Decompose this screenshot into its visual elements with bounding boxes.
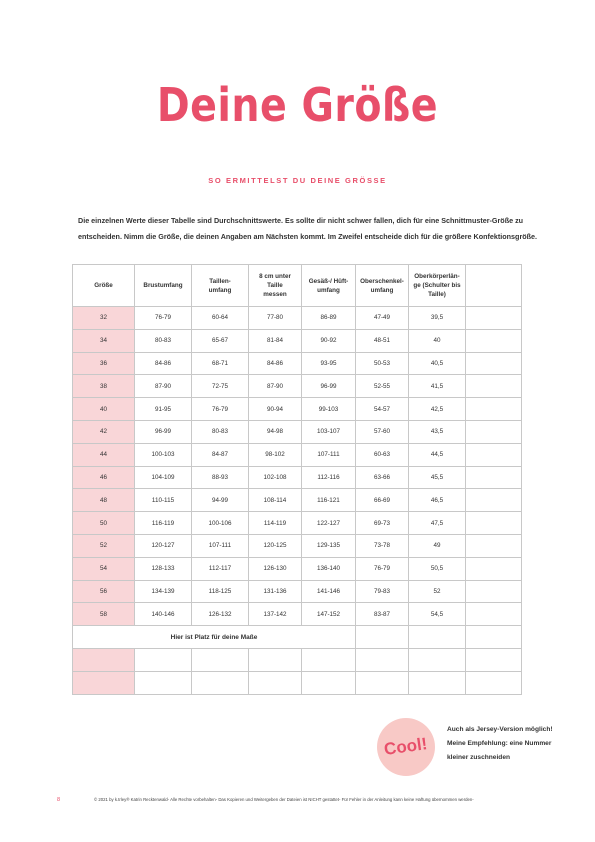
empty-cell[interactable] <box>466 648 522 671</box>
table-row <box>73 534 522 557</box>
table-cell: 69-73 <box>356 512 409 535</box>
table-cell: 47,5 <box>409 512 466 535</box>
empty-cell <box>356 626 409 649</box>
table-cell: 122-127 <box>302 512 356 535</box>
table-cell: 99-103 <box>302 398 356 421</box>
table-cell: 141-146 <box>302 580 356 603</box>
table-cell: 91-95 <box>135 398 192 421</box>
table-cell: 84-86 <box>249 352 302 375</box>
tip-line: Auch als Jersey-Version möglich! <box>447 726 553 733</box>
table-cell: 52 <box>409 580 466 603</box>
table-cell: 140-146 <box>135 603 192 626</box>
table-cell: 49 <box>409 534 466 557</box>
empty-cell[interactable] <box>409 648 466 671</box>
size-cell: 56 <box>73 580 135 603</box>
table-cell: 43,5 <box>409 420 466 443</box>
table-cell <box>466 512 522 535</box>
table-cell: 68-71 <box>192 352 249 375</box>
size-cell: 44 <box>73 443 135 466</box>
cool-badge-text: Cool! <box>383 734 429 759</box>
table-cell: 104-109 <box>135 466 192 489</box>
empty-cell <box>409 626 466 649</box>
table-cell: 65-67 <box>192 329 249 352</box>
table-cell: 110-115 <box>135 489 192 512</box>
column-header: Oberschenkel- umfang <box>356 265 409 307</box>
table-cell: 72-75 <box>192 375 249 398</box>
table-cell: 50-53 <box>356 352 409 375</box>
table-cell: 137-142 <box>249 603 302 626</box>
table-cell: 57-60 <box>356 420 409 443</box>
cool-badge <box>377 718 435 776</box>
table-row <box>73 557 522 580</box>
column-header: Gesäß-/ Hüft- umfang <box>302 265 356 307</box>
table-cell <box>466 443 522 466</box>
empty-cell[interactable] <box>249 671 302 694</box>
size-cell: 42 <box>73 420 135 443</box>
table-cell: 100-106 <box>192 512 249 535</box>
empty-cell <box>466 626 522 649</box>
empty-cell[interactable] <box>302 648 356 671</box>
table-cell: 147-152 <box>302 603 356 626</box>
table-cell: 54-57 <box>356 398 409 421</box>
table-cell: 118-125 <box>192 580 249 603</box>
table-cell: 112-117 <box>192 557 249 580</box>
table-cell: 54,5 <box>409 603 466 626</box>
table-cell: 107-111 <box>192 534 249 557</box>
table-cell: 107-111 <box>302 443 356 466</box>
page-number: 8 <box>57 797 61 803</box>
table-row <box>73 466 522 489</box>
size-cell: 40 <box>73 398 135 421</box>
table-row <box>73 398 522 421</box>
table-row <box>73 352 522 375</box>
page-title: Deine Größe <box>156 78 439 132</box>
table-cell: 100-103 <box>135 443 192 466</box>
table-cell: 90-94 <box>249 398 302 421</box>
table-cell: 87-90 <box>135 375 192 398</box>
table-row <box>73 603 522 626</box>
size-cell[interactable] <box>73 671 135 694</box>
table-row <box>73 420 522 443</box>
table-cell: 134-139 <box>135 580 192 603</box>
table-cell: 80-83 <box>135 329 192 352</box>
table-cell: 41,5 <box>409 375 466 398</box>
table-cell: 116-121 <box>302 489 356 512</box>
size-cell: 46 <box>73 466 135 489</box>
table-cell: 102-108 <box>249 466 302 489</box>
intro-text: Die einzelnen Werte dieser Tabelle sind Durchschnittswerte. Es sollte dir nicht schwer fallen, dich für eine Schnittmuster-Größe zu entscheiden. Nimm die Größe, die deinen Angaben am Nächsten kommt. Im Zweifel entscheide dich für die größere Konfektionsgröße. <box>78 216 538 241</box>
table-cell: 136-140 <box>302 557 356 580</box>
table-cell: 103-107 <box>302 420 356 443</box>
table-cell: 83-87 <box>356 603 409 626</box>
table-cell: 42,5 <box>409 398 466 421</box>
table-cell: 76-79 <box>356 557 409 580</box>
size-cell: 58 <box>73 603 135 626</box>
copyright-footer: © 2021 by k.trley® Katrin Recktenwald- Alle Rechte vorbehalten- Das Kopieren und Weitergeben der Dateien ist NICHT gestattet- Für Fehler in der Anleitung kann keine Haftung übernommen werden- <box>94 797 474 802</box>
table-cell: 93-95 <box>302 352 356 375</box>
table-row <box>73 489 522 512</box>
table-cell: 131-136 <box>249 580 302 603</box>
tip-line: kleiner zuschneiden <box>447 754 511 761</box>
table-row <box>73 307 522 330</box>
column-header: Taillen- umfang <box>192 265 249 307</box>
empty-cell[interactable] <box>409 671 466 694</box>
table-row <box>73 512 522 535</box>
table-cell <box>466 375 522 398</box>
table-cell <box>466 557 522 580</box>
table-row <box>73 375 522 398</box>
empty-cell[interactable] <box>249 648 302 671</box>
column-header: 8 cm unter Taille messen <box>249 265 302 307</box>
table-cell <box>466 466 522 489</box>
size-cell: 54 <box>73 557 135 580</box>
empty-cell[interactable] <box>192 648 249 671</box>
table-cell: 80-83 <box>192 420 249 443</box>
size-table <box>72 264 522 695</box>
table-cell <box>466 420 522 443</box>
tip-line: Meine Empfehlung: eine Nummer <box>447 740 552 747</box>
column-header: Größe <box>73 265 135 307</box>
table-cell: 120-125 <box>249 534 302 557</box>
table-cell: 46,5 <box>409 489 466 512</box>
table-cell: 77-80 <box>249 307 302 330</box>
table-cell: 96-99 <box>135 420 192 443</box>
table-cell: 48-51 <box>356 329 409 352</box>
empty-cell[interactable] <box>302 671 356 694</box>
table-cell: 84-87 <box>192 443 249 466</box>
table-cell <box>466 398 522 421</box>
table-cell: 76-79 <box>192 398 249 421</box>
empty-cell[interactable] <box>356 671 409 694</box>
table-cell: 112-116 <box>302 466 356 489</box>
table-cell: 129-135 <box>302 534 356 557</box>
empty-cell[interactable] <box>135 671 192 694</box>
size-cell[interactable] <box>73 648 135 671</box>
custom-measure-note: Hier ist Platz für deine Maße <box>73 626 356 649</box>
table-cell: 120-127 <box>135 534 192 557</box>
table-cell: 128-133 <box>135 557 192 580</box>
table-cell: 52-55 <box>356 375 409 398</box>
table-cell: 87-90 <box>249 375 302 398</box>
empty-cell[interactable] <box>466 671 522 694</box>
table-cell: 90-92 <box>302 329 356 352</box>
size-cell: 50 <box>73 512 135 535</box>
size-cell: 36 <box>73 352 135 375</box>
table-row <box>73 443 522 466</box>
table-cell <box>466 329 522 352</box>
table-cell: 108-114 <box>249 489 302 512</box>
table-cell: 50,5 <box>409 557 466 580</box>
table-cell: 60-63 <box>356 443 409 466</box>
table-cell: 63-66 <box>356 466 409 489</box>
size-cell: 38 <box>73 375 135 398</box>
size-cell: 52 <box>73 534 135 557</box>
table-cell: 47-49 <box>356 307 409 330</box>
table-cell: 60-64 <box>192 307 249 330</box>
table-cell <box>466 603 522 626</box>
table-cell: 81-84 <box>249 329 302 352</box>
table-cell: 84-86 <box>135 352 192 375</box>
table-cell: 76-79 <box>135 307 192 330</box>
custom-measure-note-row <box>73 626 522 649</box>
table-cell: 94-98 <box>249 420 302 443</box>
empty-cell[interactable] <box>356 648 409 671</box>
table-cell <box>466 307 522 330</box>
table-cell: 66-69 <box>356 489 409 512</box>
column-header <box>466 265 522 307</box>
size-cell: 34 <box>73 329 135 352</box>
table-cell: 79-83 <box>356 580 409 603</box>
table-cell: 39,5 <box>409 307 466 330</box>
table-cell: 126-132 <box>192 603 249 626</box>
table-cell: 86-89 <box>302 307 356 330</box>
table-cell: 88-93 <box>192 466 249 489</box>
empty-cell[interactable] <box>192 671 249 694</box>
page-subtitle: SO ERMITTELST DU DEINE GRÖSSE <box>208 176 387 185</box>
table-cell: 40,5 <box>409 352 466 375</box>
table-cell: 126-130 <box>249 557 302 580</box>
table-cell: 45,5 <box>409 466 466 489</box>
column-header: Brustumfang <box>135 265 192 307</box>
table-cell: 98-102 <box>249 443 302 466</box>
table-cell: 40 <box>409 329 466 352</box>
table-body <box>73 307 522 695</box>
custom-measure-row <box>73 648 522 671</box>
table-cell: 114-119 <box>249 512 302 535</box>
column-header: Oberkörperlän- ge (Schulter bis Taille) <box>409 265 466 307</box>
custom-measure-row <box>73 671 522 694</box>
jersey-tip <box>447 723 587 765</box>
table-cell <box>466 534 522 557</box>
table-cell: 73-78 <box>356 534 409 557</box>
table-cell: 94-99 <box>192 489 249 512</box>
empty-cell[interactable] <box>135 648 192 671</box>
table-cell <box>466 489 522 512</box>
table-cell <box>466 352 522 375</box>
size-cell: 32 <box>73 307 135 330</box>
table-header-row <box>73 265 522 307</box>
table-cell: 96-99 <box>302 375 356 398</box>
table-cell: 44,5 <box>409 443 466 466</box>
table-cell <box>466 580 522 603</box>
table-row <box>73 329 522 352</box>
table-cell: 116-119 <box>135 512 192 535</box>
table-row <box>73 580 522 603</box>
size-cell: 48 <box>73 489 135 512</box>
